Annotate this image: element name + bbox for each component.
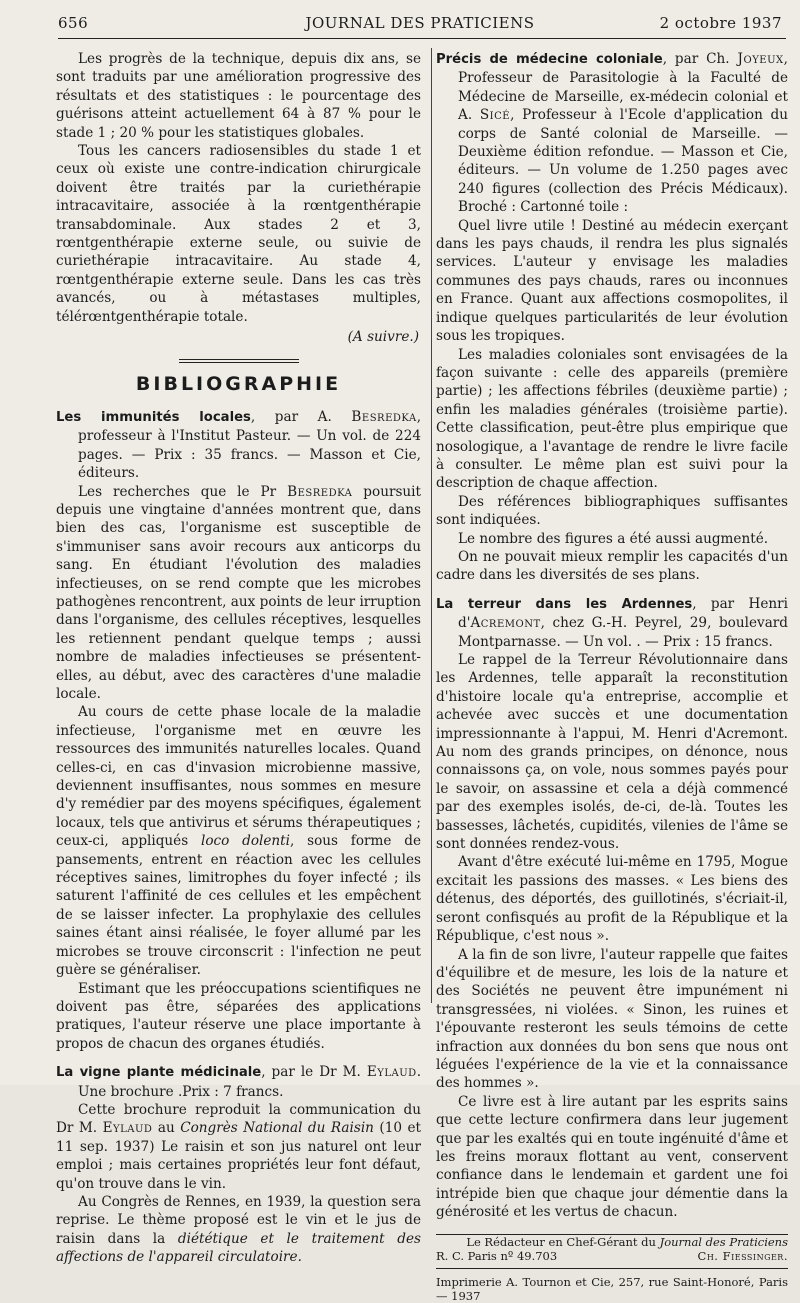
entry-author: Joyeux bbox=[737, 51, 784, 67]
editor-line: Le Rédacteur en Chef-Gérant du Journal des Praticiens bbox=[466, 1234, 788, 1249]
paragraph: Les maladies coloniales sont envisagées de la façon suivante : celle des appareils (première partie) ; les affections fébriles (deuxième partie) ; enfin les maladies générales (troisième partie). Cette classification, peut-être plus empirique que nosologique, a l'avantage de rendre le livre facile à consulter. Le même plan est suivi pour la description de chaque affection. bbox=[436, 346, 788, 492]
paragraph: Quel livre utile ! Destiné au médecin exerçant dans les pays chauds, il rendra les plus signalés services. L'auteur y envisage les maladies communes des pays chauds, rares ou inconnues en France. Quant aux affections cosmopolites, il indique quelques particularités de leur évolution sous les tropiques. bbox=[436, 217, 788, 345]
editor-name: Ch. Fiessinger. bbox=[697, 1248, 788, 1263]
paragraph: Au cours de cette phase locale de la maladie infectieuse, l'organisme met en œuvre les ressources des immunités naturelles locales. Quand celles-ci, en cas d'invasion microbienne massive, deviennent insuffisantes, nous sommes en mesure d'y remédier par des moyens spécifiques, également locaux, tels que antivirus et sérums thérapeutiques ; ceux-ci, appliqués loco dolenti, sous forme de pansements, entrent en réaction avec les cellules réceptives saines, limitrophes du foyer infecté ; ils saturent l'affinité de ces cellules et les empêchent de se laisser infecter. La prophylaxie des cellules saines étant ainsi réalisée, le foyer allumé par les microbes se trouve circonscrit : l'infection ne peut guère se généraliser. bbox=[56, 704, 421, 979]
paragraph: A la fin de son livre, l'auteur rappelle que faites d'équilibre et de mesure, les lois de la nature et des Sociétés ne peuvent être impunément ni transgressées, ni violées. « Sinon, les ruines et l'épouvante resteront les seuls témoins de cette infraction aux données du bon sens que nous ont léguées l'expérience de la vie et la connaissance des hommes ». bbox=[436, 946, 788, 1092]
column-divider bbox=[431, 48, 432, 1003]
paragraph: Ce livre est à lire autant par les esprits sains que cette lecture confirmera dans leur jugement que par les exaltés qui en toute ingénuité d'âme et les freins moraux flottant au vent, conservent confiance dans le lendemain et gardent une foi intrépide bien que chaque jour démentie dans la générosité et les vertus de chacun. bbox=[436, 1093, 788, 1221]
entry-header: La vigne plante médicinale, par le Dr M. Eylaud. Une brochure .Prix : 7 francs. bbox=[56, 1064, 422, 1100]
paragraph: Au Congrès de Rennes, en 1939, la question sera reprise. Le thème proposé est le vin et le jus de raisin dans la diététique et le traitement des affections de l'appareil circulatoire. bbox=[56, 1193, 421, 1266]
paragraph: Des références bibliographiques suffisantes sont indiquées. bbox=[436, 493, 788, 529]
page-number: 656 bbox=[58, 14, 89, 32]
bibliography-entry bbox=[56, 408, 421, 1053]
paragraph: Le nombre des figures a été aussi augmenté. bbox=[458, 530, 769, 547]
section-ornament bbox=[179, 359, 299, 363]
footer-rule bbox=[436, 1268, 788, 1269]
registration-number: R. C. Paris nº 49.703 bbox=[436, 1248, 558, 1263]
issue-date: 2 octobre 1937 bbox=[659, 14, 782, 32]
bibliography-entry bbox=[436, 50, 788, 585]
header-rule bbox=[58, 38, 786, 39]
left-column bbox=[56, 50, 421, 1267]
to-be-continued: (A suivre.) bbox=[347, 329, 419, 346]
paragraph: Les progrès de la technique, depuis dix ans, se sont traduits par une amélioration progressive des résultats et des statistiques : le pourcentage des guérisons atteint actuellement 64 à 87 % pour le stade 1 ; 20 % pour les statistiques globales. bbox=[56, 51, 421, 141]
right-column bbox=[436, 50, 788, 1303]
bibliography-entry bbox=[436, 595, 788, 1222]
section-title: BIBLIOGRAPHIE bbox=[135, 372, 342, 395]
paragraph: Estimant que les préoccupations scientifiques ne doivent pas être, séparées des applications pratiques, l'auteur réserve une place importante à propos de chacun des organes étudiés. bbox=[56, 980, 421, 1052]
page-header bbox=[58, 14, 782, 36]
entry-title: Les immunités locales bbox=[56, 409, 251, 425]
editor-credit bbox=[436, 1235, 788, 1263]
entry-author: Eylaud bbox=[366, 1064, 417, 1081]
entry-header: La terreur dans les Ardennes, par Henri d'Acremont, chez G.-H. Peyrel, 29, boulevard Montparnasse. — Un vol. . — Prix : 15 francs. bbox=[436, 595, 788, 650]
printer-credit: Imprimerie A. Tournon et Cie, 257, rue Saint-Honoré, Paris — 1937 bbox=[436, 1274, 788, 1303]
bibliography-entry bbox=[56, 1063, 421, 1266]
entry-title: La vigne plante médicinale bbox=[56, 1065, 262, 1081]
paragraph: Cette brochure reproduit la communication du Dr M. Eylaud au Congrès National du Raisin (10 et 11 sep. 1937) Le raisin et son jus naturel ont leur emploi ; mais certaines propriétés leur font défaut, qu'on trouve dans le vin. bbox=[56, 1101, 421, 1192]
paragraph: Les recherches que le Pr Besredka poursuit depuis une vingtaine d'années montrent que, dans bien des cas, l'organisme est susceptible de s'immuniser sans avoir recours aux anticorps du sang. En étudiant l'évolution des maladies infectieuses, on se rend compte que les microbes pathogènes rencontrent, aux points de leur irruption dans l'organisme, des cellules réceptives, lesquelles les retiennent pendant quelque temps ; aussi nombre de maladies infectieuses se présentent-elles, au début, avec des caractères d'une maladie locale. bbox=[56, 483, 421, 702]
entry-author: Acremont bbox=[470, 615, 541, 632]
paragraph: Avant d'être exécuté lui-même en 1795, Mogue excitait les passions des masses. « Les biens des détenus, des déportés, des guillotinés, s'écriait-il, seront confisqués au profit de la République et la République, c'est nous ». bbox=[436, 854, 788, 945]
paragraph: Le rappel de la Terreur Révolutionnaire dans les Ardennes, telle apparaît la reconstitution d'histoire locale qu'a entreprise, accomplie et achevée avec succès et une documentation impressionnante à l'appui, M. Henri d'Acremont. Au nom des grands principes, on dénonce, nous connaissons ça, on vole, nous sommes payés pour le savoir, on assassine et cela a déjà commencé par des exemples isolés, de-ci, de-là. Toutes les bassesses, lâchetés, cupidités, vilenies de l'âme se sont données rendez-vous. bbox=[436, 652, 788, 853]
entry-author: Besredka bbox=[351, 408, 417, 425]
journal-title: JOURNAL DES PRATICIENS bbox=[305, 14, 535, 32]
entry-header: Les immunités locales, par A. Besredka, professeur à l'Institut Pasteur. — Un vol. de 224 pages. — Prix : 35 francs. — Masson et Cie, éditeurs. bbox=[56, 408, 422, 482]
paragraph: Tous les cancers radiosensibles du stade 1 et ceux où existe une contre-indication chirurgicale doivent être traités par la curiethérapie intracavitaire, associée à la rœntgenthérapie transabdominale. Aux stades 2 et 3, rœntgenthérapie externe seule, ou suivie de curiethérapie intracavitaire. Au stade 4, rœntgenthérapie externe seule. Dans les cas très avancés, ou à métastases multiples, télérœntgenthérapie totale. bbox=[56, 143, 421, 325]
registration-line bbox=[436, 1249, 788, 1263]
entry-title: Précis de médecine coloniale bbox=[436, 52, 663, 67]
entry-title: La terreur dans les Ardennes bbox=[436, 596, 693, 612]
paragraph: On ne pouvait mieux remplir les capacités d'un cadre dans les diversités de ses plans. bbox=[436, 548, 788, 584]
entry-header: Précis de médecine coloniale, par Ch. Joyeux, Professeur de Parasitologie à la Faculté de Médecine de Marseille, ex-médecin colonial et A. Sicé, Professeur à l'Ecole d'application du corps de Santé colonial de Marseille. — Deuxième édition refondue. — Masson et Cie, éditeurs. — Un volume de 1.250 pages avec 240 figures (collection des Précis Médicaux). Broché : Cartonné toile : bbox=[436, 51, 788, 216]
